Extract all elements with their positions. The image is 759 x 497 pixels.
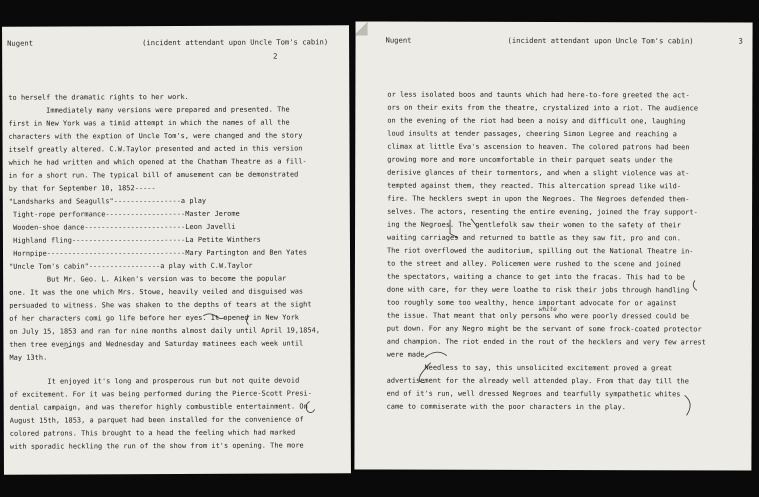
left-line: But Mr. Geo. L. Aiken's version was to become the popular: [9, 274, 287, 284]
left-line: colored patrons. This brought to a head the feeling which had marked: [9, 428, 296, 438]
left-line: Highland fling---------------------------La Petite Winthers: [8, 235, 261, 245]
left-line: by that for September 10, 1852-----: [8, 184, 156, 193]
right-line: waiting carriages and returned to battle as they saw fit, pro and con.: [387, 233, 681, 243]
left-line: It enjoyed it's long and prosperous run but not quite devoid: [9, 376, 300, 386]
right-line: growing more and more uncomfortable in their parquet seats under the: [387, 155, 673, 165]
left-line: Wooden-shoe dance------------------------Leon Javelli: [8, 222, 236, 232]
right-line: ing the Negroes. The gentlefolk saw their women to the safety of their: [387, 220, 681, 230]
right-line: climax at little Eva's ascension to heaven. The colored patrons had been: [387, 142, 690, 152]
left-header-author: Nugent: [7, 38, 34, 48]
right-line: The riot overflowed the auditorium, spilling out the National Theatre in-: [386, 246, 694, 256]
left-line: persuaded to witness. She was shaken to the depths of tears at the sight: [9, 300, 312, 310]
left-line: Immediately many versions were prepared and presented. The: [8, 105, 290, 115]
right-header-title: (incident attendant upon Uncle Tom's cabin): [507, 35, 694, 46]
right-line: loud insults at tender passages, cheering Simon Legree and reaching a: [387, 129, 678, 139]
left-line: to herself the dramatic rights to her work.: [8, 92, 189, 102]
left-page-number: 2: [273, 51, 278, 61]
left-line: in for a short run. The typical bill of amusement can be demonstrated: [8, 170, 299, 180]
left-line: one. It was the one which Mrs. Stowe, heavily veiled and disguised was: [9, 287, 304, 297]
right-manuscript-page: [354, 21, 752, 470]
right-line: fire. The hecklers swept in upon the Negroes. The Negroes defended them-: [387, 194, 690, 204]
left-line: which he had written and which opened at the Chatham Theatre as a fill-: [8, 157, 307, 167]
left-line: Hornpipe---------------------------------Mary Partington and Ben Yates: [8, 248, 308, 258]
right-line: done with care, for they were loathe to risk their jobs through handling: [386, 285, 690, 295]
right-line: ors on their exits from the theatre, crystalized into a riot. The audience: [387, 103, 699, 113]
right-line: on the evening of the riot had been a noisy and difficult one, laughing: [387, 116, 686, 126]
handwritten-insert-note: white: [538, 305, 557, 314]
left-line: Tight-rope performance-------------------Master Jerome: [8, 209, 240, 219]
right-line: too roughly some too wealthy, hence important advocate for or against: [386, 298, 677, 308]
right-header-author: Nugent: [385, 35, 412, 45]
left-line: August 15th, 1853, a parquet had been installed for the convenience of: [9, 415, 304, 425]
right-line: the spectators, waiting a chance to get into the fracas. This had to be: [386, 272, 686, 282]
right-line: advertisement for the already well attended play. From that day till the: [386, 376, 689, 386]
right-line: Needless to say, this unsolicited excitement proved a great: [386, 363, 673, 373]
right-line: end of it's run, well dressed Negroes and tearfully sympathetic whites: [386, 389, 681, 399]
folded-corner: [354, 21, 367, 35]
left-line: characters with the exption of Uncle Tom's, were changed and the story: [8, 131, 303, 141]
right-line: to the street and alley. Policemen were rushed to the scene and joined: [386, 259, 681, 269]
left-line: dential campaign, and was therefor highly combustible entertainment. On: [9, 402, 308, 412]
left-line: with sporadic heckling the run of the show from it's opening. The more: [9, 441, 304, 451]
right-line: derisive glances of their tormentors, and when a slight violence was at-: [387, 168, 690, 178]
left-header-title: (incident attendant upon Uncle Tom's cabin): [142, 37, 329, 48]
right-line: put down. For any Negro might be the servant of some frock-coated protector: [386, 324, 702, 334]
left-line: "Uncle Tom's cabin"-----------------a play with C.W.Taylor: [9, 261, 253, 271]
right-line: or less isolated boos and taunts which had here-to-fore greeted the act-: [387, 90, 690, 100]
right-line: came to commiserate with the poor characters in the play.: [386, 402, 626, 412]
left-line: "Landsharks and Seagulls"----------------a play: [8, 196, 207, 206]
right-page-number: 3: [738, 36, 743, 46]
right-line: and champion. The riot ended in the rout of the hecklers and very few arrest: [386, 337, 706, 347]
right-line: selves. The actors, resenting the entire evening, joined the fray support-: [387, 207, 698, 217]
left-line: of excitement. For it was being performed during the Pierce-Scott Presi-: [9, 389, 312, 399]
left-line: then tree evenings and Wednesday and Saturday matinees each week until: [9, 339, 304, 349]
left-line: first in New York was a timid attempt in which the names of all the: [8, 118, 290, 128]
left-line: itself greatly altered. C.W.Taylor presented and acted in this version: [8, 144, 303, 154]
left-line: of her characters comi go life before her eyes. It opened in New York: [9, 313, 300, 323]
left-line: May 13th.: [9, 353, 48, 362]
right-line: the issue. That meant that only persons who were poorly dressed could be: [386, 311, 690, 321]
left-line: on July 15, 1853 and ran for nine months almost daily until April 19,1854,: [9, 326, 321, 336]
right-line: were made.: [386, 350, 429, 359]
right-line: tempted against them, they reacted. This altercation spread like wild-: [387, 181, 682, 191]
left-manuscript-page: [2, 25, 351, 475]
